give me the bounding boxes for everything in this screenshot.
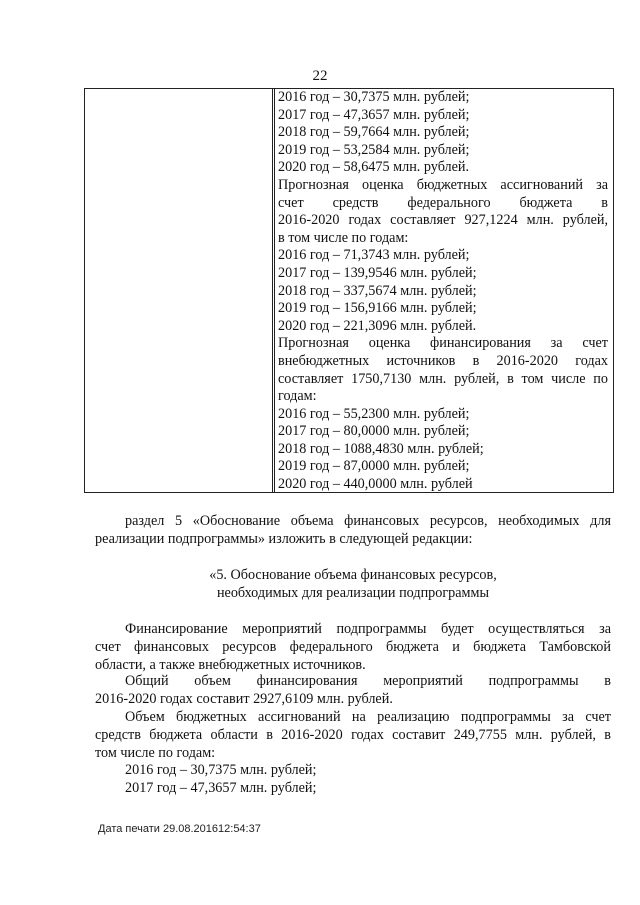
paragraph-line: Объем бюджетных ассигнований на реализацию подпрограммы за счет [125,709,611,725]
table-right-cell [278,89,608,494]
section-heading [95,567,611,603]
intro-line: реализации подпрограммы» изложить в следующей редакции: [95,530,473,547]
paragraph-line: 2016-2020 годах составит 2927,6109 млн. рублей. [95,690,393,707]
paragraph-line: том числе по годам: [95,744,216,761]
table-line: 2018 год – 337,5674 млн. рублей; [278,282,477,299]
table-line: 2020 год – 58,6475 млн. рублей. [278,159,470,176]
table-line: Прогнозная оценка бюджетных ассигнований за [278,176,608,193]
intro-line: раздел 5 «Обоснование объема финансовых ресурсов, необходимых для [125,513,611,529]
paragraph-line: Финансирование мероприятий подпрограммы будет осуществляться за [125,621,611,637]
table-line: 2017 год – 80,0000 млн. рублей; [278,423,470,440]
table-column-divider [272,89,273,492]
year-line-2016: 2016 год – 30,7375 млн. рублей; [125,762,317,779]
intro-paragraph [95,513,611,549]
table-line: 2019 год – 53,2584 млн. рублей; [278,141,470,158]
budget-paragraph [95,709,611,798]
total-paragraph [95,673,611,709]
table-line: 2016 год – 71,3743 млн. рублей; [278,247,470,264]
print-date: Дата печати 29.08.201612:54:37 [98,823,261,835]
budget-table [84,88,614,493]
financing-paragraph [95,621,611,674]
section-heading-line: необходимых для реализации подпрограммы [216,584,490,601]
table-line: счет средств федерального бюджета в [278,194,608,211]
table-line: 2016-2020 годах составляет 927,1224 млн. рублей, [278,212,608,229]
table-line: 2020 год – 221,3096 млн. рублей. [278,317,477,334]
table-line: годам: [278,388,317,405]
table-line: 2016 год – 55,2300 млн. рублей; [278,405,470,422]
table-line: 2016 год – 30,7375 млн. рублей; [278,89,470,105]
paragraph-line: области, а также внебюджетных источников. [95,656,366,673]
table-line: 2019 год – 156,9166 млн. рублей; [278,300,477,317]
table-column-divider-double [274,89,275,492]
paragraph-line: счет финансовых ресурсов федерального бюджета и бюджета Тамбовской [95,638,611,655]
table-line: внебюджетных источников в 2016-2020 годах [278,352,608,369]
table-line: 2017 год – 139,9546 млн. рублей; [278,264,477,281]
page-number: 22 [312,68,328,84]
paragraph-line: средств бюджета области в 2016-2020 годах составит 249,7755 млн. рублей, в [95,726,611,743]
table-line: 2018 год – 59,7664 млн. рублей; [278,124,470,141]
table-line: 2018 год – 1088,4830 млн. рублей; [278,440,484,457]
table-line: в том числе по годам: [278,229,409,246]
table-line: Прогнозная оценка финансирования за счет [278,335,608,352]
year-line-2017: 2017 год – 47,3657 млн. рублей; [125,780,317,797]
table-line: 2019 год – 87,0000 млн. рублей; [278,458,470,475]
table-line: 2017 год – 47,3657 млн. рублей; [278,106,470,123]
paragraph-line: Общий объем финансирования мероприятий подпрограммы в [125,673,611,689]
table-line: 2020 год – 440,0000 млн. рублей [278,476,473,493]
section-heading-line: «5. Обоснование объема финансовых ресурсов, [209,567,497,583]
table-line: составляет 1750,7130 млн. рублей, в том числе по [278,370,608,387]
